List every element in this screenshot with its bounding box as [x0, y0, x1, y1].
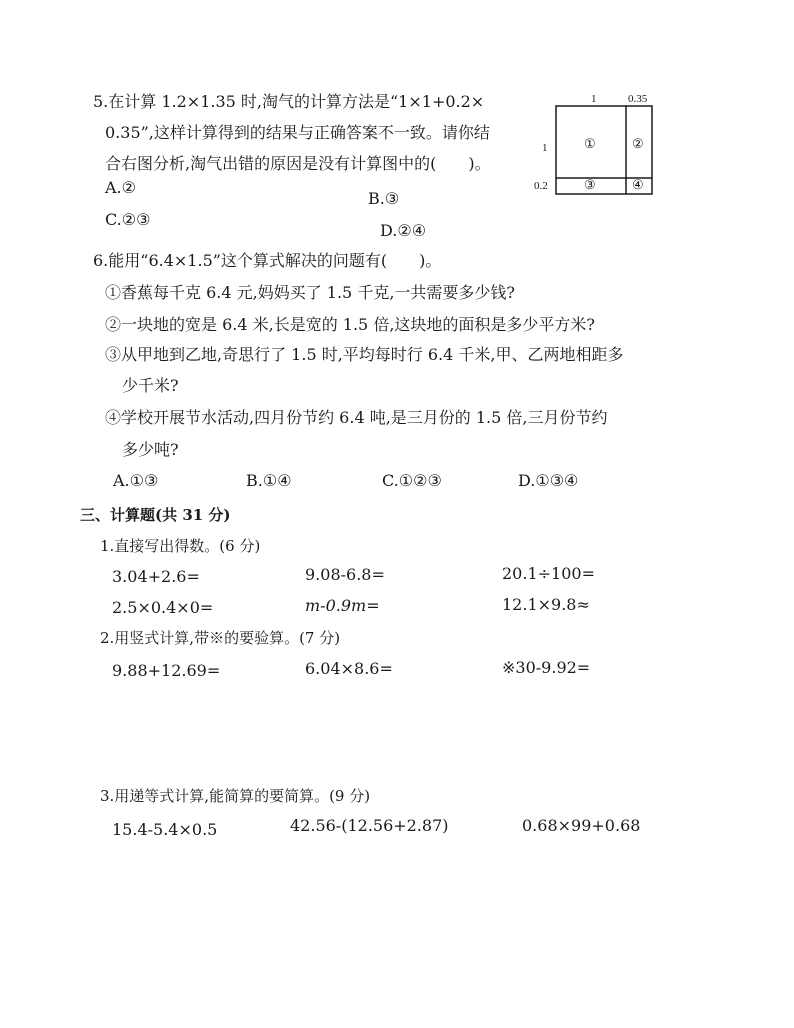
sub2-item-3: ※30-9.92= — [502, 658, 591, 677]
q6-option-d: D.①③④ — [518, 471, 579, 490]
q5-option-a: A.② — [105, 178, 136, 197]
sub3-item-2: 42.56-(12.56+2.87) — [290, 816, 449, 835]
diagram-cell-1: ① — [584, 137, 596, 152]
sub1-item-6: 12.1×9.8≈ — [502, 595, 590, 614]
sub2-item-1: 9.88+12.69= — [112, 661, 221, 680]
diagram-side-label-02: 0.2 — [534, 180, 548, 192]
q5-option-b: B.③ — [368, 189, 400, 208]
q5-option-d: D.②④ — [380, 221, 427, 240]
sub2-item-2: 6.04×8.6= — [305, 659, 393, 678]
diagram-side-label-1: 1 — [542, 142, 548, 154]
sub1-title: 1.直接写出得数。(6 分) — [100, 537, 261, 555]
sub3-item-3: 0.68×99+0.68 — [522, 816, 641, 835]
sub3-item-1: 15.4-5.4×0.5 — [112, 820, 218, 839]
q6-item-4-cont: 多少吨? — [122, 440, 179, 459]
diagram-cell-3: ③ — [584, 178, 596, 193]
diagram-cell-4: ④ — [632, 178, 644, 193]
q6-item-3: ③从甲地到乙地,奇思行了 1.5 时,平均每时行 6.4 千米,甲、乙两地相距多 — [105, 345, 624, 364]
q5-line1: 5.在计算 1.2×1.35 时,淘气的计算方法是“1×1+0.2× — [93, 92, 485, 111]
diagram-top-label-035: 0.35 — [628, 93, 648, 105]
sub1-item-4: 2.5×0.4×0= — [112, 598, 214, 617]
q5-option-c: C.②③ — [105, 210, 151, 229]
sub2-title: 2.用竖式计算,带※的要验算。(7 分) — [100, 629, 341, 647]
q6-item-1: ①香蕉每千克 6.4 元,妈妈买了 1.5 千克,一共需要多少钱? — [105, 283, 515, 302]
diagram-top-label-1: 1 — [591, 93, 597, 105]
section3-title: 三、计算题(共 31 分) — [80, 506, 231, 524]
sub3-title: 3.用递等式计算,能简算的要简算。(9 分) — [100, 787, 371, 805]
sub1-item-3: 20.1÷100= — [502, 564, 595, 583]
q5-line2: 0.35”,这样计算得到的结果与正确答案不一致。请你结 — [105, 123, 490, 142]
q6-item-4: ④学校开展节水活动,四月份节约 6.4 吨,是三月份的 1.5 倍,三月份节约 — [105, 408, 608, 427]
q6-option-a: A.①③ — [113, 471, 159, 490]
q6-stem: 6.能用“6.4×1.5”这个算式解决的问题有( )。 — [93, 251, 442, 270]
sub1-item-5: m-0.9m= — [305, 596, 380, 615]
q5-area-diagram — [518, 92, 658, 200]
diagram-cell-2: ② — [632, 137, 644, 152]
q6-option-c: C.①②③ — [382, 471, 442, 490]
sub1-item-2: 9.08-6.8= — [305, 565, 385, 584]
sub1-item-1: 3.04+2.6= — [112, 567, 200, 586]
q5-line3: 合右图分析,淘气出错的原因是没有计算图中的( )。 — [105, 154, 491, 173]
q6-item-2: ②一块地的宽是 6.4 米,长是宽的 1.5 倍,这块地的面积是多少平方米? — [105, 315, 595, 334]
q6-item-3-cont: 少千米? — [122, 376, 179, 395]
q6-option-b: B.①④ — [246, 471, 292, 490]
